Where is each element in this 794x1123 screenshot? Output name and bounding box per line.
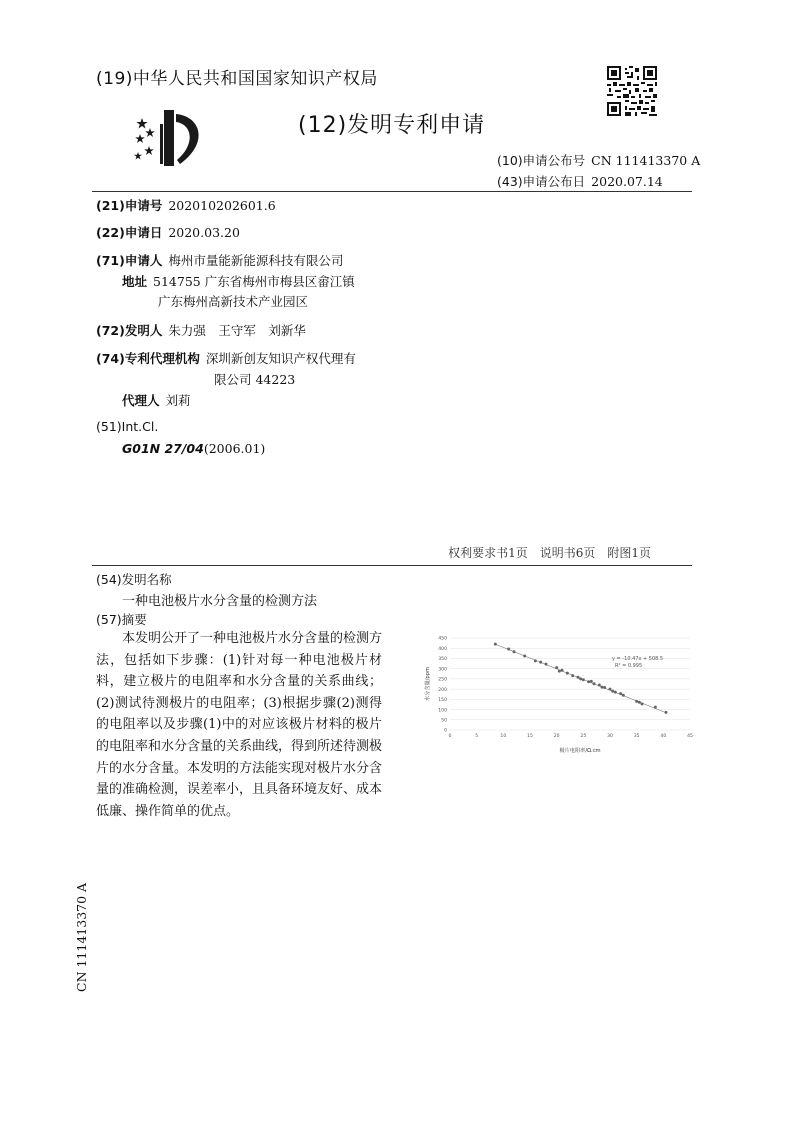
issuing-office: (19)中华人民共和国国家知识产权局 — [96, 69, 378, 89]
y-tick-label: 200 — [438, 687, 447, 693]
application-number-field — [96, 196, 276, 214]
header-divider — [92, 191, 692, 192]
inventor-field — [96, 321, 306, 339]
trendline-equation: y = -10.47x + 508.5 — [612, 656, 664, 662]
data-point — [571, 674, 574, 677]
claims-pages: 权利要求书1页 — [448, 546, 528, 560]
publication-date-label: (43)申请公布日 — [497, 174, 586, 189]
patent-office-logo — [130, 106, 212, 170]
int-cl-label: (51)Int.Cl. — [96, 419, 159, 434]
applicant-field — [96, 251, 343, 269]
data-point — [539, 661, 542, 664]
application-date-label: (22)申请日 — [96, 225, 163, 240]
data-point — [611, 690, 614, 693]
y-axis-label: 水分含量/ppm — [425, 666, 431, 702]
data-point — [590, 680, 593, 683]
address-field — [122, 272, 355, 290]
application-date-field — [96, 223, 240, 241]
data-point — [635, 700, 638, 703]
x-tick-label: 40 — [660, 734, 667, 739]
agent-value: 刘莉 — [165, 393, 191, 408]
inventor-value: 朱力强 王守军 刘新华 — [168, 323, 306, 338]
abstract-label: (57)摘要 — [96, 612, 147, 627]
data-point — [507, 648, 510, 651]
agency-line-2: 限公司 44223 — [214, 372, 296, 387]
y-tick-label: 150 — [438, 698, 447, 704]
x-tick-label: 15 — [527, 734, 533, 739]
x-axis-label: 极片电阻率/Ω.cm — [559, 748, 601, 754]
invention-title-label: (54)发明名称 — [96, 572, 172, 587]
address-line-1: 514755 广东省梅州市梅县区畲江镇 — [153, 274, 355, 289]
x-tick-label: 0 — [448, 734, 452, 739]
inventor-label: (72)发明人 — [96, 323, 163, 338]
applicant-label: (71)申请人 — [96, 253, 163, 268]
data-point — [579, 677, 582, 680]
side-publication-id: CN 111413370 A — [74, 882, 89, 992]
qr-code-icon — [607, 66, 657, 116]
data-point — [566, 672, 569, 675]
invention-title: 一种电池极片水分含量的检测方法 — [122, 594, 318, 609]
abstract-text: 本发明公开了一种电池极片水分含量的检测方法，包括如下步骤：(1)针对每一种电池极片材料，建立极片的电阻率和水分含量的关系曲线；(2)测试待测极片的电阻率；(3)根据步骤(2)测得的电阻率以及步骤(1)中的对应该极片材料的极片的电阻率和水分含量的关系曲线，得到所述待测极片的水分含量。本发明的方法能实现对极片水分含量的准确检测，误差率小，且具备环境友好、成本低廉、操作简单的优点。 — [96, 631, 383, 819]
x-tick-label: 45 — [687, 734, 693, 739]
data-point — [545, 663, 548, 666]
resistivity-moisture-chart — [420, 628, 700, 758]
x-tick-label: 35 — [633, 734, 640, 739]
publication-number-label: (10)申请公布号 — [497, 153, 586, 168]
y-axis-ticks — [438, 636, 447, 734]
y-tick-label: 300 — [438, 667, 447, 673]
x-tick-label: 20 — [553, 734, 560, 739]
data-point — [561, 669, 564, 672]
section-divider — [92, 565, 692, 566]
data-point — [577, 676, 580, 679]
y-tick-label: 400 — [438, 646, 447, 652]
description-pages: 说明书6页 — [539, 546, 596, 560]
int-cl-value — [122, 441, 265, 456]
data-point — [555, 666, 558, 669]
y-tick-label: 250 — [438, 677, 447, 683]
data-point — [593, 682, 596, 685]
application-number-label: (21)申请号 — [96, 198, 163, 213]
publication-date-value: 2020.07.14 — [591, 174, 663, 189]
y-tick-label: 0 — [444, 728, 447, 734]
data-point — [582, 678, 585, 681]
int-cl-version: (2006.01) — [203, 441, 266, 456]
data-point — [609, 688, 612, 691]
data-point — [601, 686, 604, 689]
agency-field — [96, 349, 356, 367]
data-point — [641, 702, 644, 705]
agency-line-1: 深圳新创友知识产权代理有 — [205, 351, 356, 366]
x-tick-label: 30 — [607, 734, 613, 739]
x-tick-label: 25 — [580, 734, 587, 739]
publication-number-value: CN 111413370 A — [591, 153, 701, 168]
data-point — [523, 654, 526, 657]
r-squared: R² = 0.995 — [615, 663, 643, 669]
chart-gridlines — [450, 638, 690, 730]
page-counts — [436, 544, 651, 561]
data-point — [614, 691, 617, 694]
address-line-2: 广东梅州高新技术产业园区 — [158, 294, 309, 309]
data-point — [638, 701, 641, 704]
y-tick-label: 50 — [441, 718, 447, 724]
data-point — [603, 686, 606, 689]
data-point — [587, 680, 590, 683]
x-tick-label: 10 — [500, 734, 507, 739]
address-label: 地址 — [122, 274, 148, 289]
agent-field — [122, 391, 191, 409]
y-tick-label: 450 — [438, 636, 447, 642]
publication-number — [497, 151, 700, 169]
y-tick-label: 350 — [438, 657, 447, 663]
data-point — [558, 670, 561, 673]
data-point — [598, 684, 601, 687]
x-tick-label: 5 — [475, 734, 479, 739]
data-point — [534, 659, 537, 662]
drawings-pages: 附图1页 — [607, 546, 651, 560]
agency-label: (74)专利代理机构 — [96, 351, 200, 366]
data-point — [619, 692, 622, 695]
scatter-points — [494, 643, 668, 714]
data-point — [513, 650, 516, 653]
document-kind: (12)发明专利申请 — [298, 113, 486, 138]
agent-label: 代理人 — [122, 393, 160, 408]
data-point — [665, 711, 668, 714]
application-number-value: 202010202601.6 — [168, 198, 276, 213]
publication-date — [497, 172, 663, 190]
x-axis-ticks — [449, 733, 693, 739]
applicant-value: 梅州市量能新能源科技有限公司 — [168, 253, 344, 268]
data-point — [622, 694, 625, 697]
data-point — [494, 643, 497, 646]
application-date-value: 2020.03.20 — [168, 225, 240, 240]
int-cl-class: G01N 27/04 — [122, 441, 204, 456]
y-tick-label: 100 — [438, 708, 447, 714]
data-point — [654, 706, 657, 709]
